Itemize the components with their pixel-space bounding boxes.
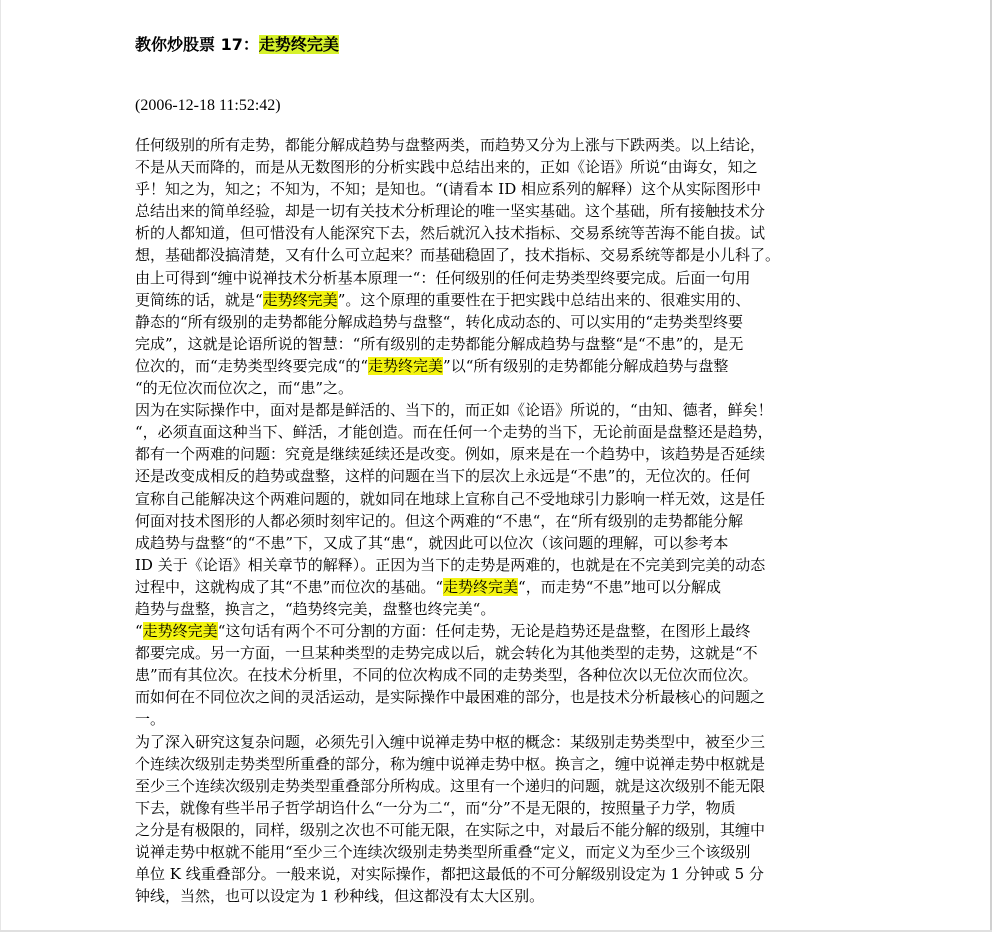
body-line bbox=[135, 863, 865, 885]
highlighted-phrase: 走势终完美 bbox=[262, 290, 338, 309]
body-text-segment: 过程中，这就构成了其“不患”而位次的基础。“ bbox=[135, 577, 444, 596]
body-line bbox=[135, 156, 865, 178]
body-text-segment: 患”而有其位次。在技术分析里，不同的位次构成不同的走势类型，各种位次以无位次而位次。 bbox=[135, 666, 758, 685]
body-line bbox=[135, 819, 865, 841]
body-line bbox=[135, 355, 865, 377]
body-line bbox=[135, 885, 865, 907]
body-line bbox=[135, 443, 865, 465]
body-text-segment: “的无位次而位次之，而“患”之。 bbox=[135, 379, 354, 398]
body-line bbox=[135, 465, 865, 487]
body-line bbox=[135, 488, 865, 510]
article-title-prefix: 教你炒股票 17： bbox=[135, 35, 259, 54]
body-line bbox=[135, 311, 865, 333]
body-line bbox=[135, 289, 865, 311]
body-line bbox=[135, 333, 865, 355]
body-text-segment: 不是从天而降的，而是从无数图形的分析实践中总结出来的，正如《论语》所说“由诲女，知之 bbox=[135, 158, 758, 177]
body-text-segment: 更简练的话，就是“ bbox=[135, 290, 263, 309]
body-line bbox=[135, 576, 865, 598]
article-title bbox=[135, 34, 339, 56]
body-text-segment: 位次的，而“走势类型终要完成“的“ bbox=[135, 356, 369, 375]
body-line bbox=[135, 532, 865, 554]
body-text-segment: “，而走势“不患”地可以分解成 bbox=[518, 577, 722, 596]
body-text-segment: 之分是有极限的，同样，级别之次也不可能无限，在实际之中，对最后不能分解的级别，其缠中 bbox=[135, 820, 766, 839]
body-line bbox=[135, 200, 865, 222]
body-text-segment: “这句话有两个不可分割的方面：任何走势，无论是趋势还是盘整，在图形上最终 bbox=[217, 622, 751, 641]
body-line bbox=[135, 244, 865, 266]
body-text-segment: 一。 bbox=[135, 710, 166, 729]
body-line bbox=[135, 554, 865, 576]
body-line bbox=[135, 642, 865, 664]
body-line bbox=[135, 731, 865, 753]
body-line bbox=[135, 797, 865, 819]
body-text-segment: 个连续次级别走势类型所重叠的部分，称为缠中说禅走势中枢。换言之，缠中说禅走势中枢就是 bbox=[135, 754, 766, 773]
body-text-segment: ”。这个原理的重要性在于把实践中总结出来的、很难实用的、 bbox=[337, 290, 751, 309]
body-line bbox=[135, 134, 865, 156]
body-text-segment: 下去，就像有些半吊子哲学胡诌什么“一分为二“，而“分”不是无限的，按照量子力学，物质 bbox=[135, 798, 736, 817]
body-text-segment: 总结出来的简单经验，却是一切有关技术分析理论的唯一坚实基础。这个基础，所有接触技术分 bbox=[135, 202, 766, 221]
highlighted-phrase: 走势终完美 bbox=[368, 356, 444, 375]
article-timestamp: (2006-12-18 11:52:42) bbox=[135, 97, 281, 114]
body-line bbox=[135, 775, 865, 797]
body-line bbox=[135, 377, 865, 399]
body-text-segment: 宣称自己能解决这个两难问题的，就如同在地球上宣称自己不受地球引力影响一样无效，这是任 bbox=[135, 489, 766, 508]
body-line bbox=[135, 222, 865, 244]
body-text-segment: 都要完成。另一方面，一旦某种类型的走势完成以后，就会转化为其他类型的走势，这就是“不 bbox=[135, 644, 758, 663]
body-text-segment: 完成”，这就是论语所说的智慧：“所有级别的走势都能分解成趋势与盘整“是“不患”的，是无 bbox=[135, 334, 744, 353]
body-text-segment: “ bbox=[135, 622, 143, 641]
body-text-segment: 乎！知之为，知之；不知为，不知；是知也。“(请看本 ID 相应系列的解释）这个从实际图形中 bbox=[135, 180, 762, 199]
page-left-edge bbox=[0, 0, 1, 932]
highlighted-phrase: 走势终完美 bbox=[142, 622, 218, 641]
body-text-segment: ”以“所有级别的走势都能分解成趋势与盘整 bbox=[443, 356, 729, 375]
body-text-segment: 析的人都知道，但可惜没有人能深究下去，然后就沉入技术指标、交易系统等苦海不能自拔。试 bbox=[135, 224, 766, 243]
body-line bbox=[135, 708, 865, 730]
body-text-segment: 而如何在不同位次之间的灵活运动，是实际操作中最困难的部分，也是技术分析最核心的问题之 bbox=[135, 688, 766, 707]
body-text-segment: 因为在实际操作中，面对是都是鲜活的、当下的，而正如《论语》所说的，“由知、德者，鲜矣！ bbox=[135, 401, 773, 420]
body-line bbox=[135, 598, 865, 620]
body-line bbox=[135, 178, 865, 200]
body-text-segment: 静态的“所有级别的走势都能分解成趋势与盘整“，转化成动态的、可以实用的“走势类型终要 bbox=[135, 312, 744, 331]
body-text-segment: 成趋势与盘整“的“不患”下，又成了其“患“，就因此可以位次（该问题的理解，可以参考本 bbox=[135, 533, 729, 552]
body-line bbox=[135, 664, 865, 686]
body-text-segment: 趋势与盘整，换言之，“趋势终完美，盘整也终完美“。 bbox=[135, 599, 496, 618]
body-line bbox=[135, 267, 865, 289]
body-text-segment: 说禅走势中枢就不能用“至少三个连续次级别走势类型所重叠“定义，而定义为至少三个该级别 bbox=[135, 843, 751, 861]
highlighted-phrase: 走势终完美 bbox=[443, 577, 519, 596]
body-line bbox=[135, 620, 865, 642]
body-text-segment: 想，基础都没搞清楚，又有什么可立起来？而基础稳固了，技术指标、交易系统等都是小儿科了。 bbox=[135, 246, 781, 265]
body-text-segment: 为了深入研究这复杂问题，必须先引入缠中说禅走势中枢的概念：某级别走势类型中，被至少三 bbox=[135, 732, 766, 751]
article-body bbox=[135, 134, 865, 907]
body-line bbox=[135, 753, 865, 775]
body-text-segment: 由上可得到“缠中说禅技术分析基本原理一“：任何级别的任何走势类型终要完成。后面一句用 bbox=[135, 268, 751, 287]
body-text-segment: 何面对技术图形的人都必须时刻牢记的。但这个两难的“不患“，在“所有级别的走势都能分解 bbox=[135, 511, 744, 530]
body-text-segment: 钟线，当然，也可以设定为 1 秒种线，但这都没有太大区别。 bbox=[135, 887, 545, 906]
body-text-segment: 还是改变成相反的趋势或盘整，这样的问题在当下的层次上永远是“不患”的，无位次的。任何 bbox=[135, 467, 751, 486]
body-text-segment: ID 关于《论语》相关章节的解释）。正因为当下的走势是两难的，也就是在不完美到完美的动态 bbox=[135, 555, 766, 574]
body-line bbox=[135, 510, 865, 532]
body-text-segment: 任何级别的所有走势，都能分解成趋势与盘整两类，而趋势又分为上涨与下跌两类。以上结论， bbox=[135, 136, 766, 154]
body-text-segment: “，必须直面这种当下、鲜活，才能创造。而在任何一个走势的当下，无论前面是盘整还是趋势， bbox=[135, 423, 773, 442]
body-line bbox=[135, 421, 865, 443]
body-text-segment: 至少三个连续次级别走势类型重叠部分所构成。这里有一个递归的问题，就是这次级别不能无限 bbox=[135, 776, 766, 795]
body-text-segment: 都有一个两难的问题：究竟是继续延续还是改变。例如，原来是在一个趋势中，该趋势是否延续 bbox=[135, 445, 766, 464]
body-line bbox=[135, 399, 865, 421]
body-line bbox=[135, 841, 865, 863]
body-line bbox=[135, 686, 865, 708]
article-title-highlight: 走势终完美 bbox=[258, 35, 339, 54]
body-text-segment: 单位 K 线重叠部分。一般来说，对实际操作，都把这最低的不可分解级别设定为 1 分钟或 5 分 bbox=[135, 865, 764, 884]
